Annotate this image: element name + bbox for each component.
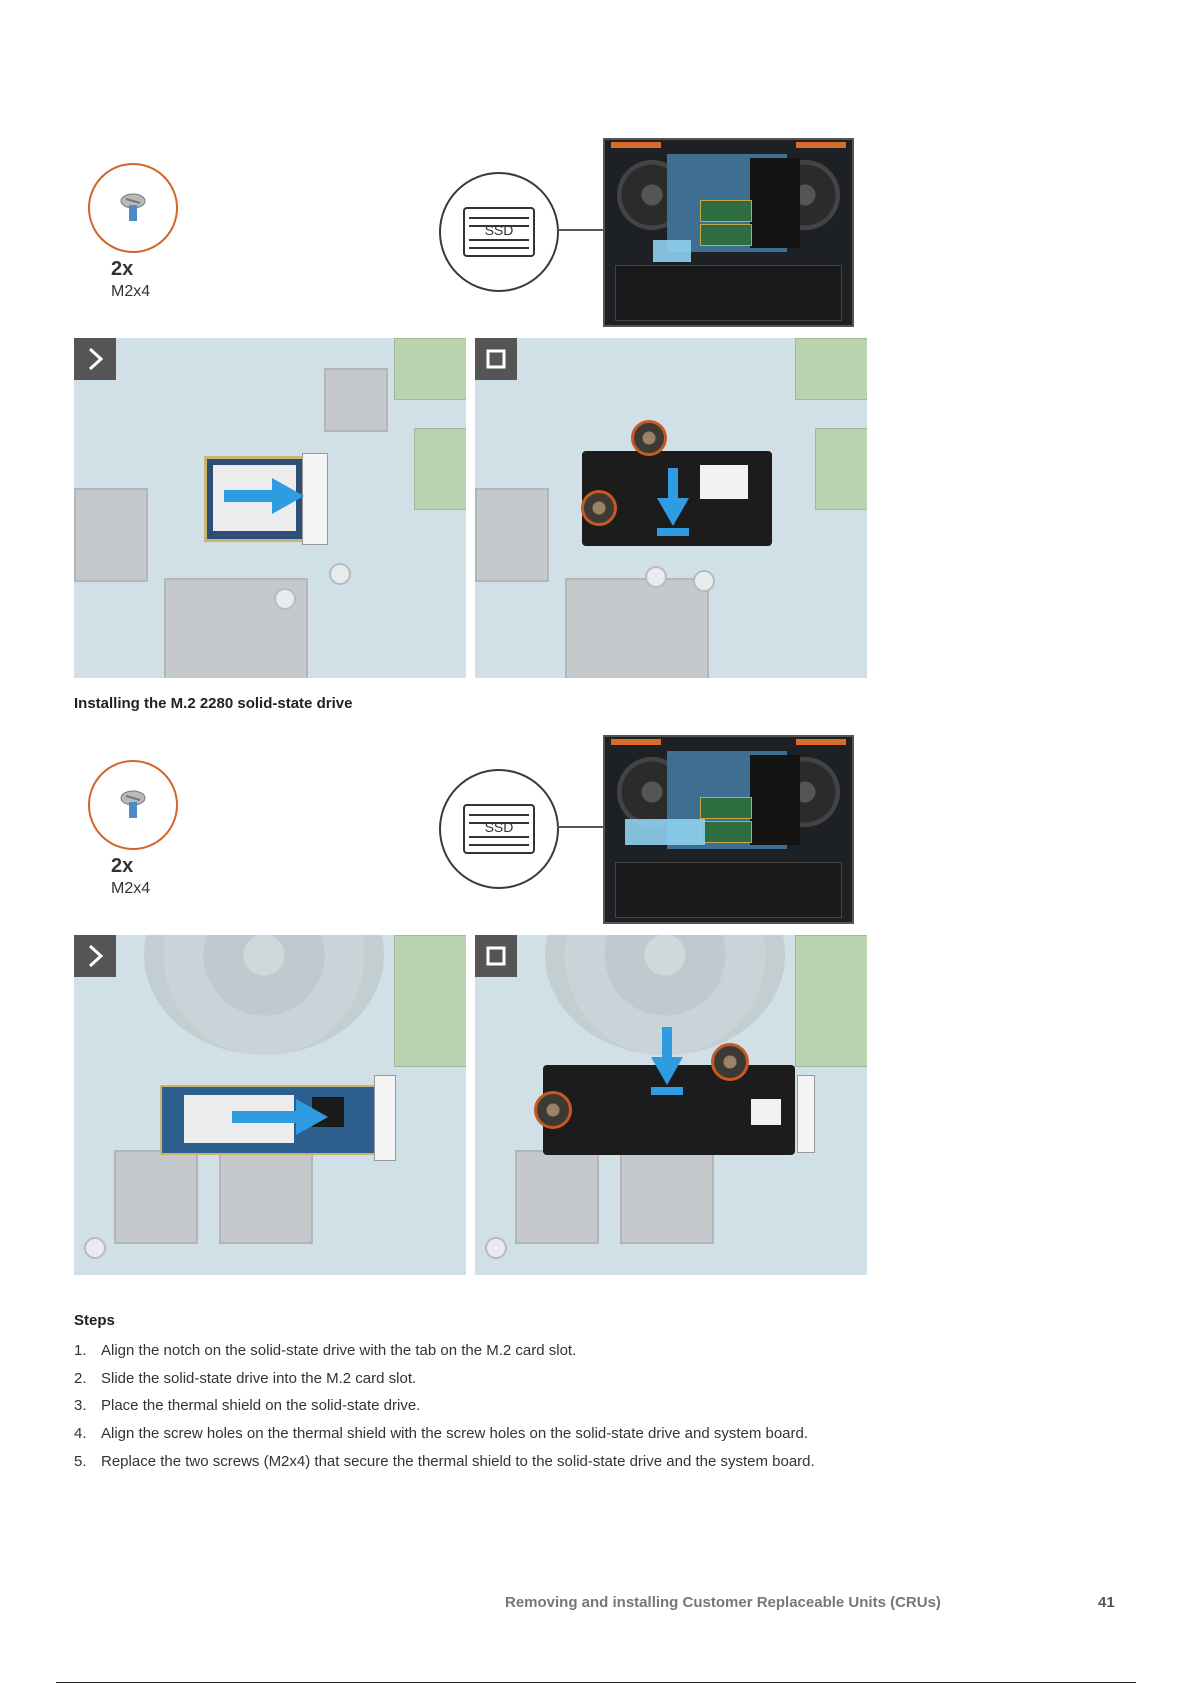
footer-chapter-title: Removing and installing Customer Replaceable Units (CRUs) [505, 1594, 941, 1611]
list-item [74, 1370, 1114, 1396]
step-text: Slide the solid-state drive into the M.2 card slot. [101, 1370, 417, 1387]
list-item [74, 1453, 1114, 1479]
screw-quantity: 2x [111, 258, 134, 280]
laptop-overview-image [603, 735, 854, 924]
screw-icon [88, 760, 178, 850]
ssd-callout [439, 172, 559, 292]
ssd-label: SSD [484, 222, 514, 238]
m2-card-slot [797, 1075, 815, 1153]
screw-marker [581, 490, 617, 526]
step-number: 5. [74, 1453, 87, 1470]
screw-marker [631, 420, 667, 456]
screw-size: M2x4 [111, 880, 151, 897]
screw-quantity: 2x [111, 855, 134, 877]
step-text: Replace the two screws (M2x4) that secure the thermal shield to the solid-state drive and the system board. [101, 1453, 815, 1470]
footer-rule [56, 1682, 1136, 1683]
step-image-insert-2230 [74, 338, 466, 678]
step-number: 4. [74, 1425, 87, 1442]
chevron-right-icon [74, 935, 116, 977]
screw-marker [711, 1043, 749, 1081]
screw-icon [88, 163, 178, 253]
arrow-down-icon [647, 1027, 687, 1097]
steps-heading: Steps [74, 1312, 115, 1329]
ssd-icon [463, 804, 535, 854]
step-image-insert-2280 [74, 935, 466, 1275]
square-stop-icon [475, 935, 517, 977]
step-text: Align the notch on the solid-state drive with the tab on the M.2 card slot. [101, 1342, 577, 1359]
m2-card-slot [302, 453, 328, 545]
ssd-label: SSD [484, 819, 514, 835]
section-title: Installing the M.2 2280 solid-state drive [74, 695, 353, 712]
step-number: 1. [74, 1342, 87, 1359]
step-text: Align the screw holes on the thermal shield with the screw holes on the solid-state drive and system board. [101, 1425, 809, 1442]
ssd-callout [439, 769, 559, 889]
step-text: Place the thermal shield on the solid-state drive. [101, 1397, 421, 1414]
list-item [74, 1397, 1114, 1423]
laptop-overview-image [603, 138, 854, 327]
list-item [74, 1342, 1114, 1368]
arrow-right-icon [232, 1099, 328, 1135]
chevron-right-icon [74, 338, 116, 380]
m2-card-slot [374, 1075, 396, 1161]
step-number: 3. [74, 1397, 87, 1414]
step-number: 2. [74, 1370, 87, 1387]
page-number: 41 [1098, 1594, 1115, 1611]
screw-size: M2x4 [111, 283, 151, 300]
step-image-shield-2280 [475, 935, 867, 1275]
screw-marker [534, 1091, 572, 1129]
square-stop-icon [475, 338, 517, 380]
step-image-shield-2230 [475, 338, 867, 678]
ssd-icon [463, 207, 535, 257]
list-item [74, 1425, 1114, 1451]
arrow-down-icon [653, 468, 693, 538]
arrow-right-icon [224, 478, 304, 514]
